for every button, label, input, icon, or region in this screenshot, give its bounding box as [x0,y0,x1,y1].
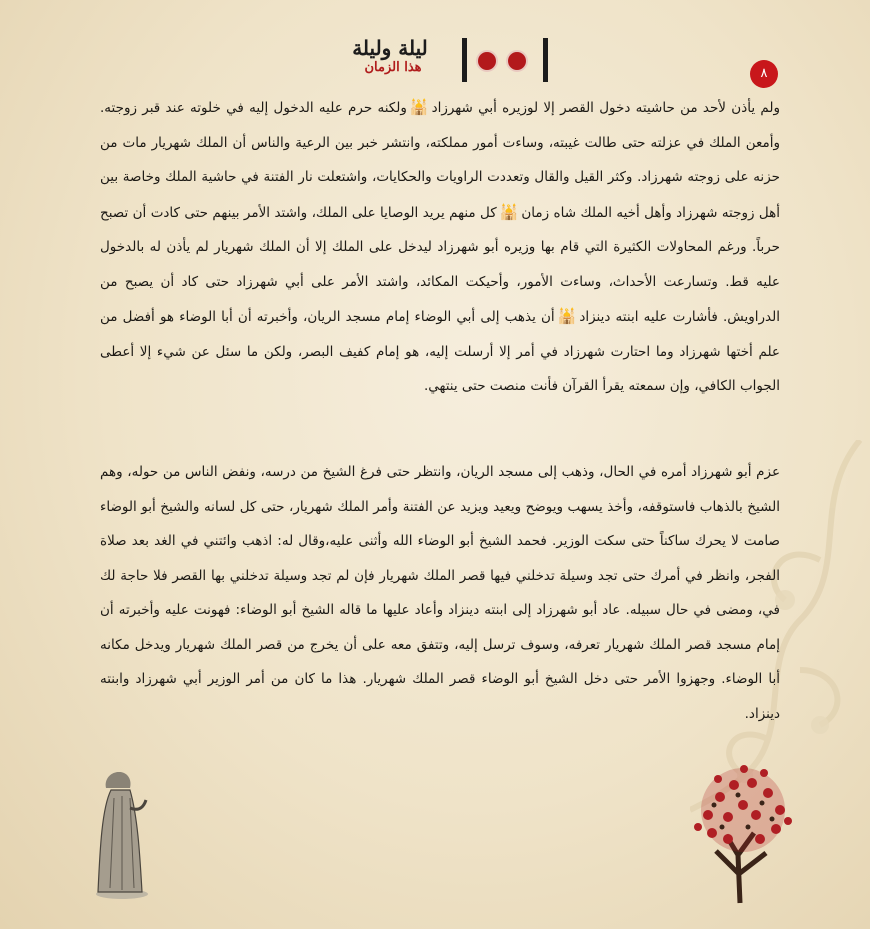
mosque-icon: 🕌 [557,307,577,325]
rosette-icon [476,50,498,72]
tree-icon [668,755,818,905]
header-divider [462,38,467,82]
figure-icon [92,768,152,900]
book-subtitle: هذا الزمان [364,60,422,75]
paragraph-2: عزم أبو شهرزاد أمره في الحال، وذهب إلى مسجد الريان، وانتظر حتى فرغ الشيخ من درسه، ونفض الناس من حوله، وهم الشيخ بالذهاب فاستوقفه، وأخذ يسهب ويوضح ويعيد ويزيد عن الفتنة وأمر الملك شهريار، حتى كل لسانه والشيخ أبو الوضاء صامت لا يحرك ساكناً حتى سكت الوزير. فحمد الشيخ أبو الوضاء الله وأثنى عليه،وقال له: اذهب وائتني في الغد بعد صلاة الفجر، وانظر في أمرك حتى تجد وسيلة تدخلني فيها قصر الملك شهريار فإن لم تجد وسيلة تدخلني بها القصر فلا حاجة لك في، ومضى في حال سبيله. عاد أبو شهرزاد إلى ابنته دينزاد وأعاد عليها ما قاله الشيخ أبو الوضاء: فهونت عليه وأخبرته أن إمام مسجد قصر الملك شهريار تعرفه، وسوف ترسل إليه، وتتفق معه على أن يخرج من قصر الملك شهريار ويدخل مكانه أبا الوضاء. وجهزوا الأمر حتى دخل الشيخ أبو الوضاء قصر الملك شهريار. هذا ما كان من أمر الوزير أبي شهرزاد وابنته دينزاد. [100,464,780,722]
page-number-badge: ٨ [750,60,778,88]
paragraph-1-sentence-1: ولم يأذن لأحد من حاشيته دخول القصر إلا لوزيره أبي شهرزاد [431,100,780,116]
paragraph-1-sentence-4: أن يذهب إلى أبي الوضاء إمام مسجد الريان، وأخبرته أن أبا الوضاء هو أفضل من علم أختها شهرزاد وما احتارت شهرزاد في أمر إلا أرسلت إليه، هو إمام كفيف البصر، ولكن ما سئل عن شيء إلا أعطى الجواب الكافي، وإن سمعته يقرأ القرآن فأنت منصت حتى ينتهي. [100,309,780,394]
page-header [330,36,560,86]
paragraph-1 [100,90,780,404]
mosque-icon: 🕌 [409,98,429,116]
paragraph-1-sentence-2: ولكنه حرم عليه الدخول إليه في خلوته عند قبر زوجته. وأمعن الملك في عزلته حتى طالت غيبته، وساءت أمور مملكته، وانتشر خبر بين الرعية والناس أن الملك شهريار مات من حزنه على زوجته شهرزاد. وكثر القيل والقال وتعددت الراويات والحكايات، واشتعلت نار الفتنة في حاشية الملك وخاصة بين أهل زوجته شهرزاد وأهل أخيه الملك شاه زمان [100,100,781,221]
rosette-icon [506,50,528,72]
mosque-icon: 🕌 [499,202,519,221]
paragraph-1-sentence-3: كل منهم يريد الوصايا على الملك، واشتد الأمر بينهم حتى كادت أن تصبح حرباً. ورغم المحاولات الكثيرة التي قام بها وزيره أبو شهرزاد ليدخل على الملك إلا أن الملك شهريار لم يأذن له بالدخول عليه قط. وتسارعت الأحداث، وساءت الأمور، وأحيكت المكائد، واشتد الأمر على أبي شهرزاد حتى كاد أن يصبح من الدراويش. فأشارت عليه ابنته دينزاد [100,204,780,325]
header-divider [543,38,548,82]
book-title: ليلة وليلة [352,36,428,60]
